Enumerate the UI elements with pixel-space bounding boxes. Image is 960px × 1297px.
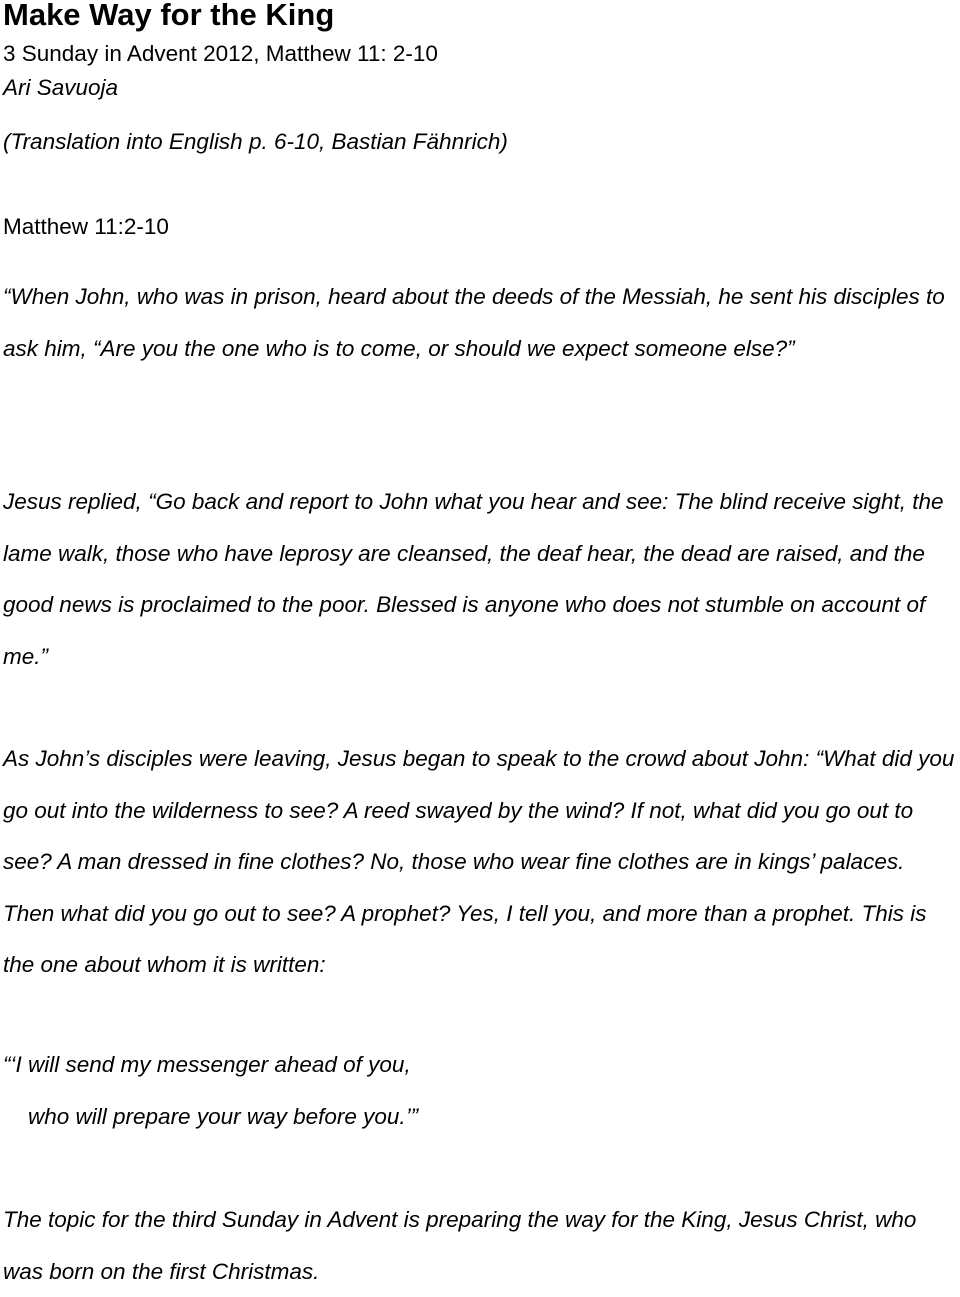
document-title: Make Way for the King xyxy=(3,0,335,32)
scripture-reference: Matthew 11:2-10 xyxy=(3,214,169,239)
quote-line-2: who will prepare your way before you.’” xyxy=(28,1104,419,1129)
author-name: Ari Savuoja xyxy=(3,75,119,100)
quote-line-1: “‘I will send my messenger ahead of you, xyxy=(3,1052,411,1077)
scripture-paragraph-1: “When John, who was in prison, heard about the deeds of the Messiah, he sent his disciples to ask him, “Are you the one who is to come, or should we expect someone else?” xyxy=(3,284,945,361)
scripture-paragraph-3: As John’s disciples were leaving, Jesus began to speak to the crowd about John: “What did you go out into the wilderness to see? A reed swayed by the wind? If not, what did you go out to see? A man dressed in fine clothes? No, those who wear fine clothes are in kings’ palaces. Then what did you go out to see? A prophet? Yes, I tell you, and more than a prophet. This is the one about whom it is written: xyxy=(3,746,955,977)
scripture-paragraph-2: Jesus replied, “Go back and report to John what you hear and see: The blind receive sight, the lame walk, those who have leprosy are cleansed, the deaf hear, the dead are raised, and the good news is proclaimed to the poor. Blessed is anyone who does not stumble on account of me.” xyxy=(3,489,944,669)
closing-paragraph: The topic for the third Sunday in Advent is preparing the way for the King, Jesus Christ, who was born on the first Christmas. xyxy=(3,1207,917,1284)
document-subtitle: 3 Sunday in Advent 2012, Matthew 11: 2-10 xyxy=(3,41,438,66)
translation-note: (Translation into English p. 6-10, Bastian Fähnrich) xyxy=(3,129,508,154)
